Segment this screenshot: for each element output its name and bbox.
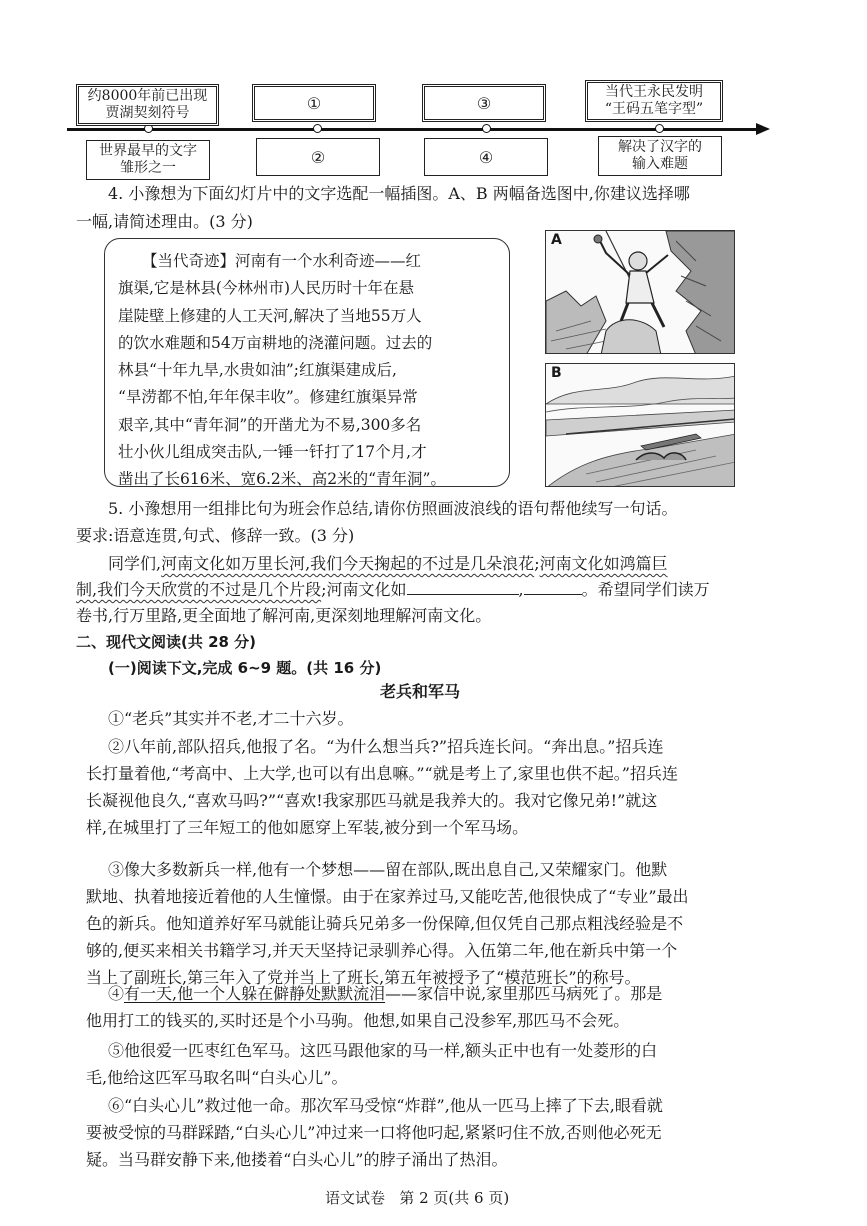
passage-line: 的饮水难题和54万亩耕地的浇灌问题。过去的	[118, 333, 433, 352]
illustration-b	[545, 363, 735, 487]
timeline-dot	[655, 124, 664, 133]
blank-number: ④	[478, 147, 494, 167]
plain-text: ;河南文化如	[321, 580, 407, 599]
box-text: 约8000年前已出现	[87, 88, 208, 104]
timeline-box-blank-3	[422, 84, 546, 122]
blank-number: ③	[476, 93, 492, 113]
wavy-underlined-text: 河南文化如万里长河,我们今天掬起的不过是几朵浪花	[161, 554, 535, 573]
passage-line: 【当代奇迹】河南有一个水利奇迹——红	[142, 252, 422, 270]
underlined-sentence: 有一天,他一个人躲在僻静处默默流泪	[124, 984, 386, 1003]
timeline-box-blank-2	[256, 138, 380, 176]
passage-line: 旗渠,它是林县(今林州市)人民历时十年在悬	[118, 279, 415, 298]
article-paragraph-1: ①“老兵”其实并不老,才二十六岁。	[108, 709, 354, 728]
timeline-dot	[313, 124, 322, 133]
q4-prompt-line2: 一幅,请简述理由。(3 分)	[76, 212, 253, 231]
answer-blank-1[interactable]	[407, 578, 519, 595]
article-paragraph-2	[86, 733, 786, 841]
paragraph-line	[86, 980, 786, 1007]
wavy-underlined-text: 制,我们今天欣赏的不过是几个片段	[76, 580, 322, 599]
paragraph-line: 长凝视他良久,“喜欢马吗?”“喜欢!我家那匹马就是我养大的。我对它像兄弟!”就这	[86, 791, 658, 810]
subsection-heading: (一)阅读下文,完成 6~9 题。(共 16 分)	[108, 659, 382, 677]
article-paragraph-5	[86, 1037, 786, 1091]
blank-number: ①	[306, 93, 322, 113]
paragraph-line: 默地、执着地接近着他的人生憧憬。由于在家养过马,又能吃苦,他很快成了“专业”最出	[86, 887, 689, 906]
passage-line: 凿出了长616米、宽6.2米、高2米的“青年洞”。	[118, 470, 446, 489]
article-title: 老兵和军马	[380, 682, 461, 701]
wavy-underlined-text: 河南文化如鸿篇巨	[539, 554, 668, 573]
plain-text: 同学们,	[108, 554, 162, 573]
timeline-box-wangma	[585, 80, 723, 122]
paragraph-number: ④	[108, 984, 125, 1003]
paragraph-line: ③像大多数新兵一样,他有一个梦想——留在部队,既出息自己,又荣耀家门。他默	[108, 860, 668, 879]
paragraph-line: 当上了副班长,第三年入了党并当上了班长,第五年被授予了“模范班长”的称号。	[86, 968, 641, 987]
slide-passage	[118, 248, 500, 494]
q5-prompt-line2: 要求:语意连贯,句式、修辞一致。(3 分)	[76, 526, 355, 545]
paragraph-line: ②八年前,部队招兵,他报了名。“为什么想当兵?”招兵连长问。“奔出息。”招兵连	[108, 737, 664, 756]
plain-text: ——家信中说,家里那匹马病死了。那是	[385, 984, 663, 1003]
timeline-dot	[482, 124, 491, 133]
box-text: 贾湖契刻符号	[105, 105, 190, 121]
q5-sentence-line1	[108, 552, 668, 576]
plain-text: ,	[518, 580, 524, 599]
passage-line: 林县“十年九旱,水贵如油”;红旗渠建成后,	[118, 361, 397, 380]
paragraph-line: 色的新兵。他知道养好军马就能让骑兵兄弟多一份保障,但仅凭自己那点粗浅经验是不	[86, 914, 684, 933]
timeline-arrowhead	[756, 123, 770, 135]
passage-line: 艰辛,其中“青年洞”的开凿尤为不易,300多名	[118, 415, 422, 434]
cliff-worker-illustration	[546, 231, 735, 354]
paragraph-line: 长打量着他,“考高中、上大学,也可以有出息嘛。”“就是考上了,家里也供不起。”招兵连	[86, 764, 678, 783]
paragraph-line: 疑。当马群安静下来,他搂着“白头心儿”的脖子涌出了热泪。	[86, 1150, 508, 1169]
q5-sentence-line3: 卷书,行万里路,更全面地了解河南,更深刻地理解河南文化。	[76, 606, 492, 625]
plain-text: ;	[534, 554, 540, 573]
box-text: “王码五笔字型”	[604, 101, 704, 117]
passage-line: “旱涝都不怕,年年保丰收”。修建红旗渠异常	[118, 388, 418, 407]
box-text: 当代王永民发明	[604, 84, 703, 100]
timeline-box-jiahu	[76, 84, 219, 126]
illustration-a	[545, 230, 735, 354]
timeline-box-blank-1	[252, 84, 376, 122]
paragraph-line: 够的,便买来相关书籍学习,并天天坚持记录驯养心得。入伍第二年,他在新兵中第一个	[86, 941, 678, 960]
blank-number: ②	[310, 147, 326, 167]
article-paragraph-4	[86, 980, 786, 1034]
box-text: 输入难题	[632, 156, 688, 172]
plain-text: 。希望同学们读万	[581, 580, 710, 599]
paragraph-line: 要被受惊的马群踩踏,“白头心儿”冲过来一口将他叼起,紧紧叼住不放,否则他必死无	[86, 1123, 662, 1142]
paragraph-line: 样,在城里打了三年短工的他如愿穿上军装,被分到一个军马场。	[86, 818, 529, 837]
box-text: 世界最早的文字	[99, 143, 197, 159]
article-paragraph-6	[86, 1092, 786, 1173]
q5-prompt-line1: 5. 小豫想用一组排比句为班会作总结,请你仿照画波浪线的语句帮他续写一句话。	[108, 499, 678, 518]
paragraph-line: 他用打工的钱买的,买时还是个小马驹。他想,如果自己没参军,那匹马不会死。	[86, 1011, 630, 1030]
timeline-box-input	[598, 136, 722, 176]
timeline-box-earliest	[86, 140, 210, 180]
timeline-box-blank-4	[424, 138, 548, 176]
paragraph-line: ⑥“白头心儿”救过他一命。那次军马受惊“炸群”,他从一匹马上摔了下去,眼看就	[108, 1096, 663, 1115]
illustration-a-label: A	[551, 232, 562, 248]
page-footer: 语文试卷 第 2 页(共 6 页)	[325, 1189, 510, 1207]
answer-blank-2[interactable]	[524, 578, 582, 595]
box-text: 解决了汉字的	[618, 139, 702, 155]
passage-line: 崖陡壁上修建的人工天河,解决了当地55万人	[118, 306, 422, 325]
article-paragraph-3	[86, 856, 786, 991]
paragraph-line: ⑤他很爱一匹枣红色军马。这匹马跟他家的马一样,额头正中也有一处菱形的白	[108, 1041, 658, 1060]
illustration-b-label: B	[551, 365, 562, 381]
paragraph-line: 毛,他给这匹军马取名叫“白头心儿”。	[86, 1068, 348, 1087]
q5-sentence-line2	[76, 578, 710, 602]
box-text: 雏形之一	[120, 160, 176, 176]
q4-prompt-line1: 4. 小豫想为下面幻灯片中的文字选配一幅插图。A、B 两幅备选图中,你建议选择哪	[108, 184, 690, 203]
passage-line: 壮小伙儿组成突击队,一锤一钎打了17个月,才	[118, 443, 427, 462]
canal-landscape-illustration	[546, 364, 735, 487]
section-heading: 二、现代文阅读(共 28 分)	[76, 633, 257, 651]
